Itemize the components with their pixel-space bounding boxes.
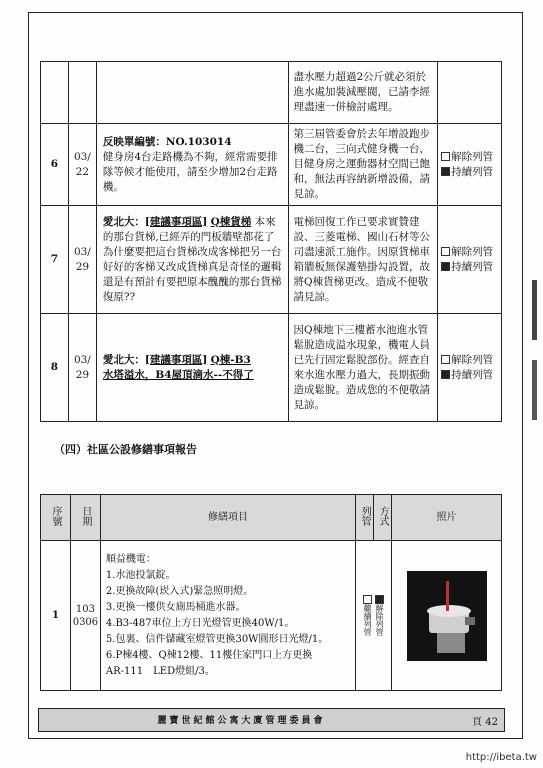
status-cell <box>438 314 502 422</box>
row-number: 6 <box>41 124 69 206</box>
list-item: AR-111 LED燈組/3。 <box>105 665 215 677</box>
table-row <box>41 314 502 422</box>
status-option: 解除列管 <box>441 150 498 165</box>
question-text: 健身房4台走路機為不夠，經常需要排隊等候才能使用，請至少增加2台走路機。 <box>102 150 278 193</box>
repair-photo <box>407 571 487 661</box>
footer-title: 麗寶世紀館公寓大廈管理委員會 <box>157 716 326 726</box>
control-option: 解除列管 <box>375 595 385 636</box>
subject-link[interactable]: Q棟貨梯 <box>210 215 252 228</box>
author: 愛北大： <box>102 215 145 228</box>
row-number: 7 <box>41 206 69 314</box>
repair-table <box>40 494 502 691</box>
page-footer <box>38 708 505 732</box>
question-cell <box>96 206 288 314</box>
checkbox-checked-icon <box>441 262 450 271</box>
watermark: http://ibeta.tw <box>465 752 537 763</box>
status-option: 持續列管 <box>441 165 498 180</box>
list-item: 4.B3-487車位上方日光燈管更換40W/1。 <box>105 617 295 629</box>
header-method: 方式 <box>374 495 392 541</box>
status-option: 解除列管 <box>441 353 498 368</box>
response-cell: 第三屆管委會於去年增設跑步機二台，三向式健身機一台，目健身房之運動器材空間已飽和，無法再容納新增設備，請見諒。 <box>288 124 438 206</box>
toilet-valve-photo-icon <box>407 571 487 661</box>
checkbox-checked-icon <box>441 370 450 379</box>
page-number: 頁 42 <box>472 717 498 728</box>
response-cell: 電梯回復工作已要求實贊建設、三菱電梯、國山石材等公司盡速派工施作。因原貨梯車箱牆板無保護墊掛勾設置，故將Q棟貨梯更改。造成不便敬請見諒。 <box>288 206 438 314</box>
status-cell <box>438 206 502 314</box>
list-item: 5.包裏、信件儲藏室燈管更換30W圓形日光燈/1。 <box>105 633 329 645</box>
header-photo: 照片 <box>392 495 502 541</box>
table-row <box>41 541 502 691</box>
repair-items <box>100 541 355 691</box>
control-cell <box>356 541 392 691</box>
header-seq: 序號 <box>41 495 71 541</box>
status-option: 持續列管 <box>441 260 498 275</box>
header-control: 列管 <box>356 495 374 541</box>
response-cell: 因Q棟地下三樓蓄水池進水管鬆脫造成溢水現象，機電人員已先行固定鬆脫部份。經查自來水進水壓力過大，長期振動造成鬆脫。造成您的不便敬請見諒。 <box>288 314 438 422</box>
author: 愛北大： <box>102 353 145 366</box>
status-option: 解除列管 <box>441 245 498 260</box>
table-header-row <box>41 495 502 541</box>
photo-cell <box>392 541 502 691</box>
header-item: 修繕項目 <box>100 495 355 541</box>
checkbox-checked-icon <box>441 167 450 176</box>
row-date: 03/ 29 <box>68 314 96 422</box>
feedback-table <box>40 61 502 422</box>
ticket-number: 反映單編號：NO.103014 <box>102 135 232 148</box>
header-date: 日期 <box>70 495 100 541</box>
checkbox-icon <box>441 247 450 256</box>
question-text: 本來的那台貨梯,已經弄的門板牆壁都花了為什麼要把這台貨梯改成客梯把另一台好好的客梯又改成貨梯真是奇怪的邏輯還是有預計有要把原本醜醜的那台貨梯復原?? <box>102 215 282 303</box>
checkbox-icon <box>441 355 450 364</box>
binding-edge-marks <box>530 280 539 430</box>
list-item: 3.更換一樓供女廁馬桶進水器。 <box>105 601 246 613</box>
row-date: 103 0306 <box>70 541 100 691</box>
tag-link[interactable]: [建議事項區] <box>144 353 208 366</box>
table-row <box>41 62 502 124</box>
contractor-name: 順益機電： <box>105 553 156 565</box>
control-option: 繼續列管 <box>363 595 373 636</box>
list-item: 1.水池投氯錠。 <box>105 569 176 581</box>
checkbox-icon <box>363 595 372 604</box>
list-item: 6.P棟4樓、Q棟12樓、11樓住家門口上方更換 <box>105 649 313 661</box>
table-row <box>41 124 502 206</box>
tag-link[interactable]: [建議事項區] <box>144 215 208 228</box>
section-title: （四）社區公設修繕事項報告 <box>54 443 197 456</box>
question-cell <box>96 124 288 206</box>
table-row <box>41 206 502 314</box>
question-cell <box>96 314 288 422</box>
row-date: 03/ 22 <box>68 124 96 206</box>
status-option: 持續列管 <box>441 368 498 383</box>
subject-link[interactable]: Q棟-B3 <box>210 353 251 366</box>
row-date: 03/ 29 <box>68 206 96 314</box>
checkbox-checked-icon <box>375 595 384 604</box>
response-cell: 盡水壓力超過2公斤就必須於進水處加裝減壓閥，已請李經理盡速一併檢討處理。 <box>288 62 438 124</box>
row-seq: 1 <box>41 541 71 691</box>
checkbox-icon <box>441 152 450 161</box>
subject-link-continued[interactable]: 水塔溢水，B4屋頂滴水--不得了 <box>102 368 254 381</box>
row-number: 8 <box>41 314 69 422</box>
list-item: 2.更換故障(崁入式)緊急照明燈。 <box>105 585 254 597</box>
status-cell <box>438 124 502 206</box>
